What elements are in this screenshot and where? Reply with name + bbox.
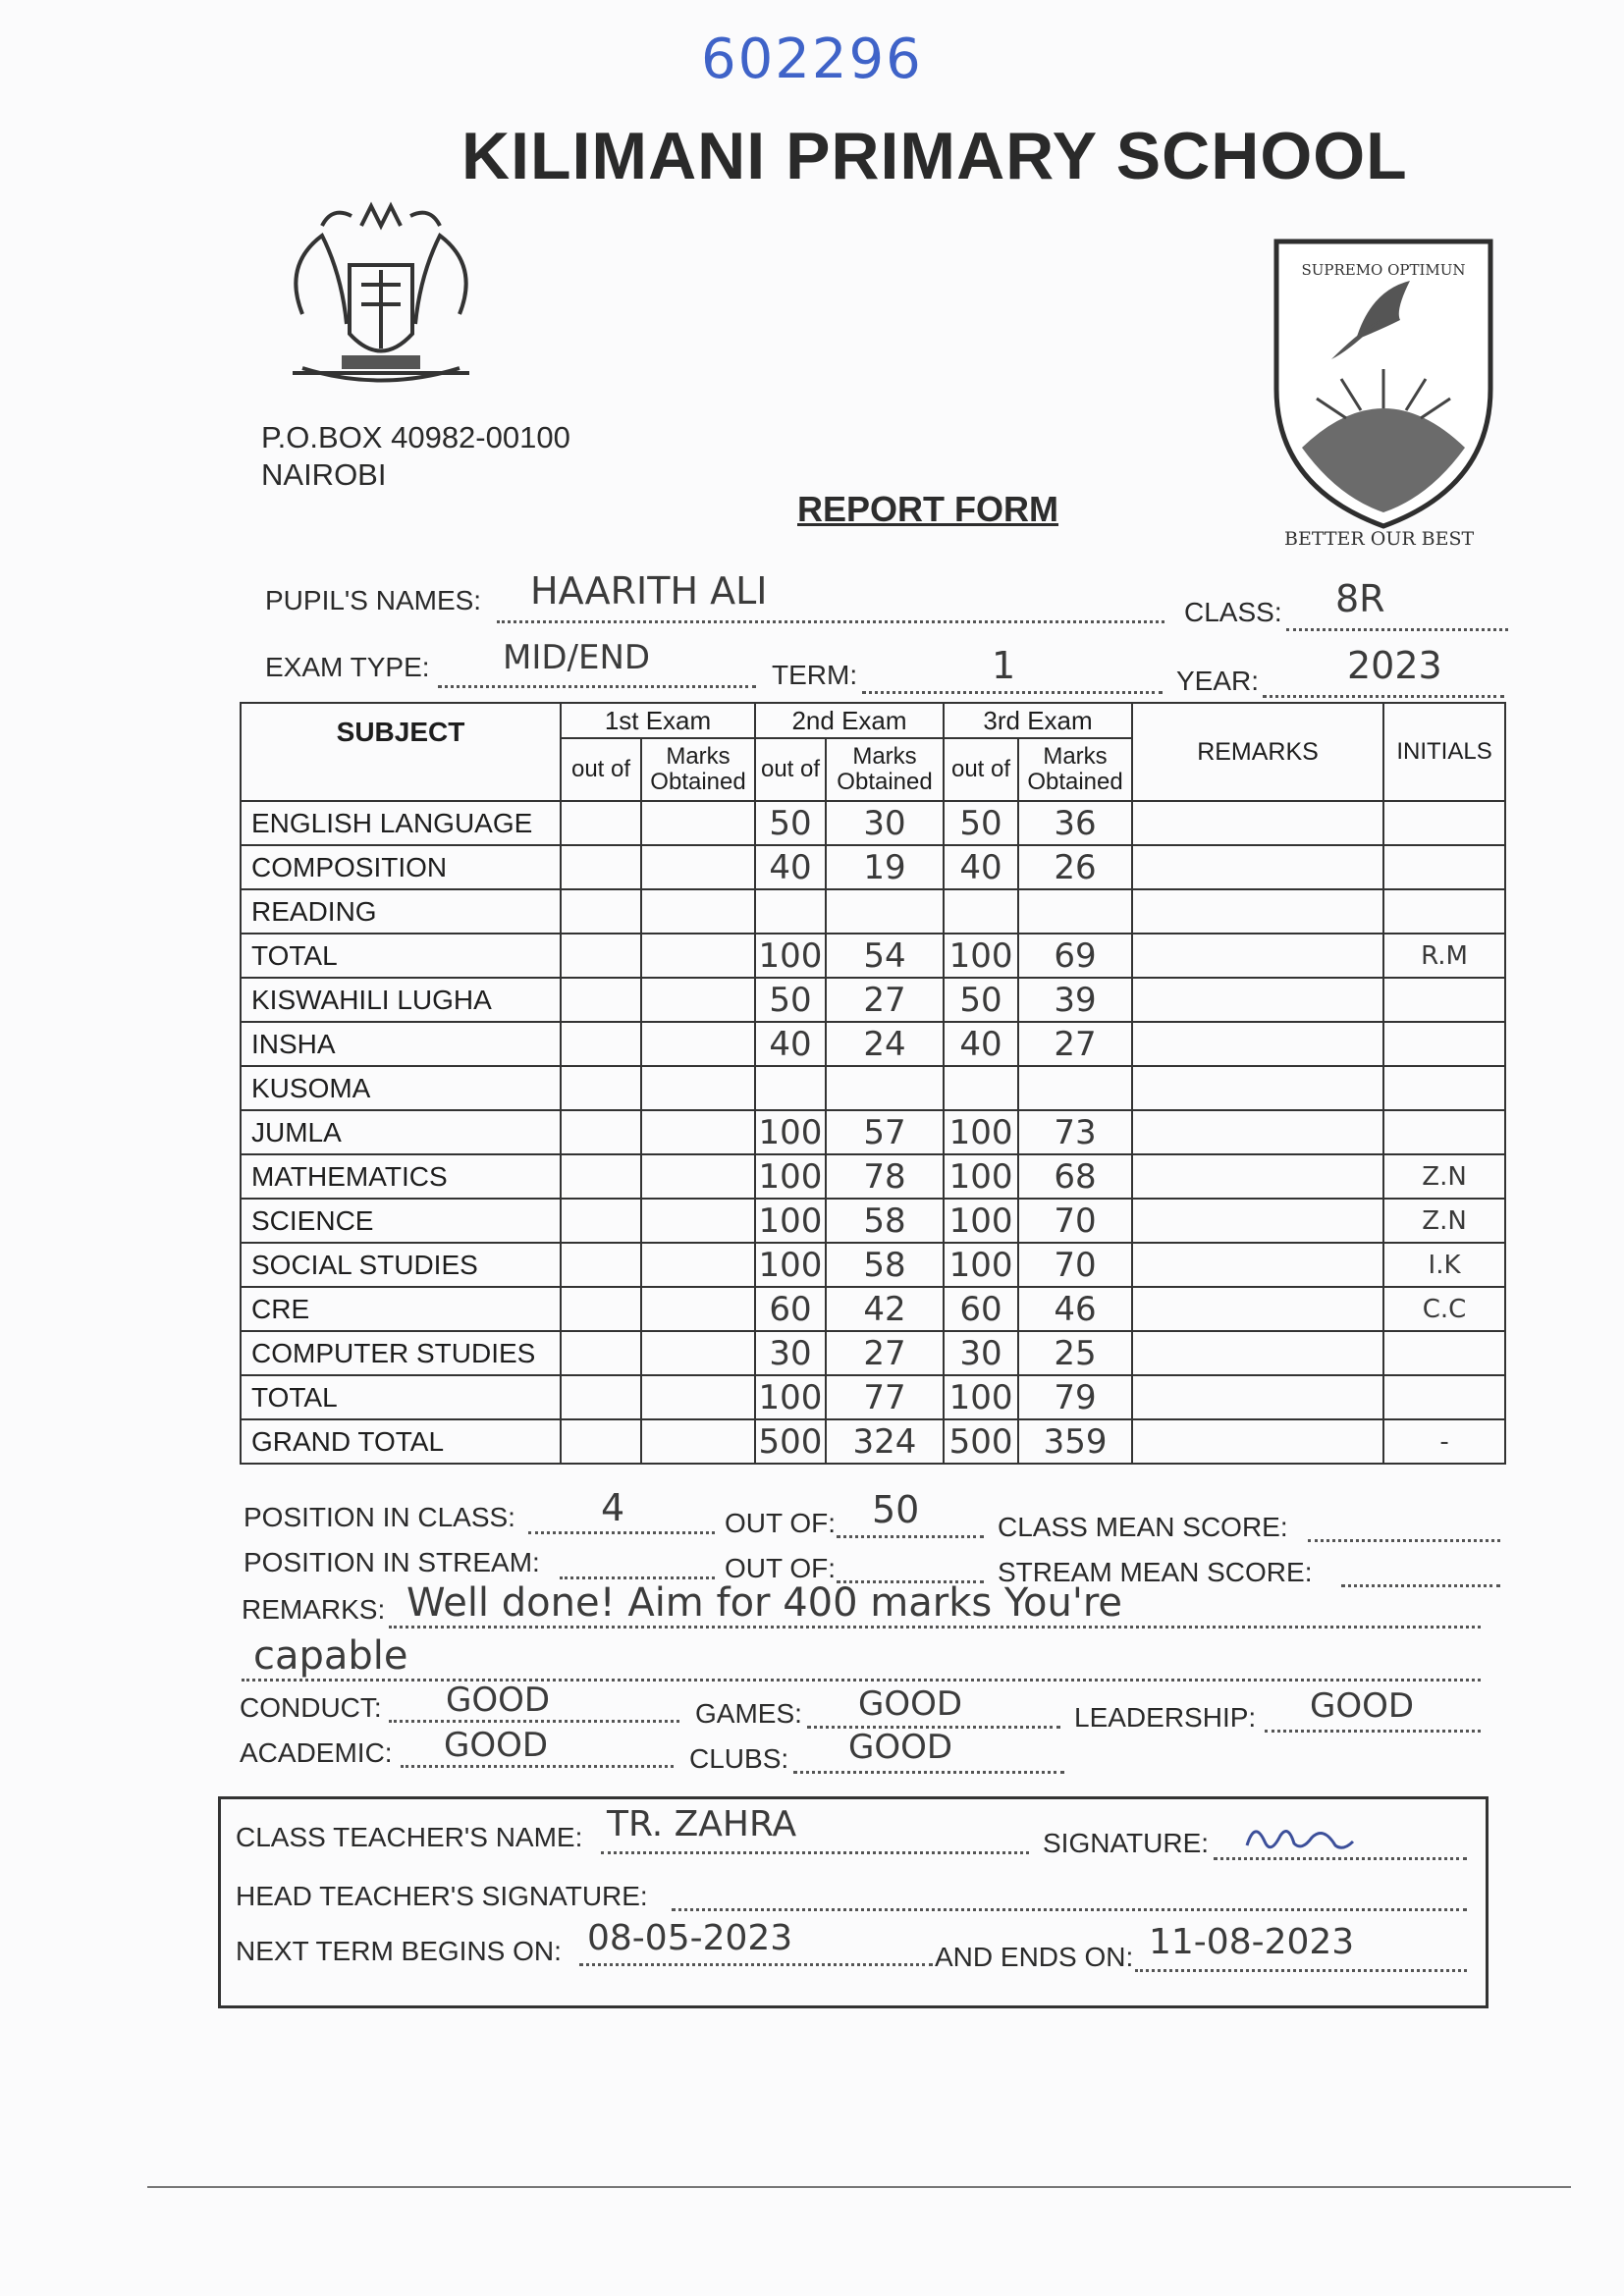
table-row	[241, 1022, 1505, 1066]
remarks-cell	[1132, 845, 1383, 889]
exam3-out-cell: 40	[944, 845, 1018, 889]
school-badge-logo	[1263, 222, 1504, 541]
exam3-out-cell: 60	[944, 1287, 1018, 1331]
initials-cell	[1383, 1022, 1505, 1066]
exam3-out-cell	[944, 889, 1018, 934]
remarks-label: REMARKS:	[242, 1594, 386, 1625]
exam2-out-cell: 100	[755, 934, 826, 978]
exam2-out-cell: 50	[755, 978, 826, 1022]
remarks-cell	[1132, 1419, 1383, 1464]
initials-header: INITIALS	[1383, 703, 1505, 801]
exam3-marks-cell: 39	[1018, 978, 1132, 1022]
table-row	[241, 978, 1505, 1022]
subject-cell: GRAND TOTAL	[241, 1419, 561, 1464]
table-row	[241, 1154, 1505, 1199]
exam1-marks-cell	[641, 889, 755, 934]
class-label: CLASS:	[1184, 597, 1282, 627]
exam1-out-cell	[561, 1199, 641, 1243]
exam2-out-cell: 60	[755, 1287, 826, 1331]
remarks-cell	[1132, 801, 1383, 845]
exam2-marks-cell: 77	[826, 1375, 944, 1419]
exam1-out-cell	[561, 978, 641, 1022]
initials-cell	[1383, 1066, 1505, 1110]
remarks-line-1: Well done! Aim for 400 marks You're	[406, 1580, 1123, 1626]
conduct-value: GOOD	[446, 1681, 551, 1720]
subject-cell: TOTAL	[241, 1375, 561, 1419]
exam1-marks-header: Marks Obtained	[641, 738, 755, 801]
term-label: TERM:	[772, 660, 858, 690]
exam2-out-cell: 40	[755, 1022, 826, 1066]
remarks-cell	[1132, 1154, 1383, 1199]
stream-mean-label: STREAM MEAN SCORE:	[998, 1557, 1313, 1587]
table-row	[241, 889, 1505, 934]
class-teacher-label: CLASS TEACHER'S NAME:	[236, 1822, 583, 1852]
exam3-marks-cell: 69	[1018, 934, 1132, 978]
badge-motto-top: SUPREMO OPTIMUN	[1301, 261, 1466, 279]
subject-cell: READING	[241, 889, 561, 934]
exam1-out-cell	[561, 801, 641, 845]
exam3-marks-header: Marks Obtained	[1018, 738, 1132, 801]
exam3-marks-cell: 73	[1018, 1110, 1132, 1154]
clubs-value: GOOD	[848, 1728, 953, 1767]
table-row	[241, 801, 1505, 845]
exam1-out-cell	[561, 845, 641, 889]
exam2-out-cell: 500	[755, 1419, 826, 1464]
exam1-marks-cell	[641, 1419, 755, 1464]
exam3-header: 3rd Exam	[944, 703, 1132, 738]
exam1-marks-cell	[641, 1375, 755, 1419]
exam1-out-of-header: out of	[561, 738, 641, 801]
marks-table-body	[241, 801, 1505, 1464]
exam1-out-cell	[561, 1110, 641, 1154]
exam3-marks-cell: 27	[1018, 1022, 1132, 1066]
exam2-out-of-header: out of	[755, 738, 826, 801]
school-name: KILIMANI PRIMARY SCHOOL	[461, 119, 1408, 193]
exam1-out-cell	[561, 1154, 641, 1199]
ends-on-label: AND ENDS ON:	[935, 1942, 1134, 1972]
exam1-out-cell	[561, 1022, 641, 1066]
exam3-out-cell: 100	[944, 934, 1018, 978]
subject-cell: CRE	[241, 1287, 561, 1331]
games-value: GOOD	[858, 1684, 963, 1724]
subject-cell: SCIENCE	[241, 1199, 561, 1243]
exam2-marks-cell	[826, 1066, 944, 1110]
table-row	[241, 1243, 1505, 1287]
subject-header: SUBJECT	[241, 703, 561, 801]
exam1-header: 1st Exam	[561, 703, 755, 738]
class-teacher-value: TR. ZAHRA	[607, 1804, 797, 1844]
school-city: NAIROBI	[261, 457, 387, 492]
term-value: 1	[992, 644, 1016, 687]
position-in-stream-label: POSITION IN STREAM:	[244, 1547, 540, 1577]
form-title: REPORT FORM	[797, 489, 1058, 529]
clubs-label: CLUBS:	[689, 1743, 789, 1774]
remarks-cell	[1132, 1287, 1383, 1331]
remarks-cell	[1132, 1375, 1383, 1419]
exam2-out-cell: 100	[755, 1110, 826, 1154]
table-row	[241, 1331, 1505, 1375]
teacher-signature	[1241, 1812, 1359, 1866]
exam2-marks-cell: 27	[826, 978, 944, 1022]
pupil-names-label: PUPIL'S NAMES:	[265, 585, 482, 615]
exam2-out-cell	[755, 1066, 826, 1110]
exam2-marks-cell: 58	[826, 1243, 944, 1287]
remarks-cell	[1132, 1243, 1383, 1287]
head-teacher-signature-label: HEAD TEACHER'S SIGNATURE:	[236, 1881, 648, 1911]
exam3-out-cell: 500	[944, 1419, 1018, 1464]
remarks-header: REMARKS	[1132, 703, 1383, 801]
serial-number: 602296	[701, 27, 923, 91]
subject-cell: KISWAHILI LUGHA	[241, 978, 561, 1022]
exam2-marks-cell: 324	[826, 1419, 944, 1464]
exam2-out-cell: 40	[755, 845, 826, 889]
exam3-marks-cell	[1018, 889, 1132, 934]
exam2-marks-cell	[826, 889, 944, 934]
exam3-marks-cell: 68	[1018, 1154, 1132, 1199]
subject-cell: KUSOMA	[241, 1066, 561, 1110]
exam2-out-cell: 100	[755, 1243, 826, 1287]
initials-cell: I.K	[1383, 1243, 1505, 1287]
subject-cell: JUMLA	[241, 1110, 561, 1154]
exam3-marks-cell: 70	[1018, 1199, 1132, 1243]
exam1-marks-cell	[641, 1287, 755, 1331]
initials-cell	[1383, 978, 1505, 1022]
exam3-out-cell: 50	[944, 978, 1018, 1022]
coat-of-arms-logo	[263, 187, 499, 407]
subject-cell: INSHA	[241, 1022, 561, 1066]
year-value: 2023	[1347, 644, 1442, 687]
initials-cell	[1383, 889, 1505, 934]
exam1-marks-cell	[641, 1066, 755, 1110]
remarks-cell	[1132, 1199, 1383, 1243]
initials-cell	[1383, 1375, 1505, 1419]
exam1-marks-cell	[641, 1022, 755, 1066]
out-of-label: OUT OF:	[725, 1508, 837, 1538]
initials-cell	[1383, 1110, 1505, 1154]
exam2-marks-cell: 30	[826, 801, 944, 845]
academic-value: GOOD	[444, 1726, 549, 1765]
initials-cell: R.M	[1383, 934, 1505, 978]
class-value: 8R	[1335, 577, 1385, 620]
exam1-marks-cell	[641, 801, 755, 845]
table-row	[241, 1199, 1505, 1243]
subject-cell: COMPUTER STUDIES	[241, 1331, 561, 1375]
signature-label: SIGNATURE:	[1043, 1828, 1210, 1858]
class-mean-label: CLASS MEAN SCORE:	[998, 1512, 1288, 1542]
exam1-marks-cell	[641, 1243, 755, 1287]
subject-cell: SOCIAL STUDIES	[241, 1243, 561, 1287]
remarks-cell	[1132, 1066, 1383, 1110]
exam1-marks-cell	[641, 978, 755, 1022]
table-row	[241, 1287, 1505, 1331]
exam2-marks-cell: 19	[826, 845, 944, 889]
subject-cell: TOTAL	[241, 934, 561, 978]
exam3-marks-cell: 36	[1018, 801, 1132, 845]
initials-cell: -	[1383, 1419, 1505, 1464]
exam1-marks-cell	[641, 1199, 755, 1243]
bottom-divider	[147, 2186, 1571, 2188]
remarks-cell	[1132, 889, 1383, 934]
exam1-out-cell	[561, 934, 641, 978]
initials-cell	[1383, 801, 1505, 845]
exam2-marks-cell: 42	[826, 1287, 944, 1331]
exam1-marks-cell	[641, 845, 755, 889]
exam2-marks-cell: 58	[826, 1199, 944, 1243]
initials-cell: Z.N	[1383, 1199, 1505, 1243]
next-term-label: NEXT TERM BEGINS ON:	[236, 1936, 562, 1966]
remarks-cell	[1132, 1110, 1383, 1154]
exam3-out-cell: 100	[944, 1154, 1018, 1199]
exam2-out-cell: 30	[755, 1331, 826, 1375]
exam-type-value: MID/END	[503, 638, 651, 677]
initials-cell: C.C	[1383, 1287, 1505, 1331]
table-row	[241, 1375, 1505, 1419]
exam3-out-cell: 100	[944, 1375, 1018, 1419]
leadership-value: GOOD	[1310, 1686, 1415, 1726]
out-of-stream-label: OUT OF:	[725, 1553, 837, 1583]
exam3-out-cell: 50	[944, 801, 1018, 845]
exam1-out-cell	[561, 1243, 641, 1287]
exam3-out-cell	[944, 1066, 1018, 1110]
exam3-out-cell: 100	[944, 1110, 1018, 1154]
table-row	[241, 1066, 1505, 1110]
exam3-marks-cell: 25	[1018, 1331, 1132, 1375]
position-in-class-label: POSITION IN CLASS:	[244, 1502, 515, 1532]
badge-motto-bottom: BETTER OUR BEST	[1284, 528, 1475, 550]
exam3-marks-cell	[1018, 1066, 1132, 1110]
exam2-header: 2nd Exam	[755, 703, 944, 738]
exam1-marks-cell	[641, 1110, 755, 1154]
initials-cell: Z.N	[1383, 1154, 1505, 1199]
exam1-out-cell	[561, 1287, 641, 1331]
initials-cell	[1383, 1331, 1505, 1375]
subject-cell: ENGLISH LANGUAGE	[241, 801, 561, 845]
exam3-out-cell: 100	[944, 1243, 1018, 1287]
table-row	[241, 1110, 1505, 1154]
exam2-marks-header: Marks Obtained	[826, 738, 944, 801]
marks-table	[240, 702, 1506, 1465]
exam1-out-cell	[561, 1375, 641, 1419]
table-row	[241, 1419, 1505, 1464]
exam3-marks-cell: 79	[1018, 1375, 1132, 1419]
exam1-marks-cell	[641, 1154, 755, 1199]
table-row	[241, 934, 1505, 978]
ends-on-value: 11-08-2023	[1149, 1922, 1355, 1962]
out-of-value: 50	[872, 1488, 920, 1531]
remarks-cell	[1132, 978, 1383, 1022]
exam3-marks-cell: 359	[1018, 1419, 1132, 1464]
exam3-out-cell: 100	[944, 1199, 1018, 1243]
remarks-cell	[1132, 1022, 1383, 1066]
exam2-out-cell: 100	[755, 1154, 826, 1199]
exam1-out-cell	[561, 1331, 641, 1375]
exam3-out-cell: 40	[944, 1022, 1018, 1066]
conduct-label: CONDUCT:	[240, 1692, 382, 1723]
exam3-marks-cell: 46	[1018, 1287, 1132, 1331]
exam3-out-cell: 30	[944, 1331, 1018, 1375]
exam2-marks-cell: 57	[826, 1110, 944, 1154]
exam2-marks-cell: 78	[826, 1154, 944, 1199]
exam2-out-cell: 50	[755, 801, 826, 845]
exam2-marks-cell: 27	[826, 1331, 944, 1375]
remarks-cell	[1132, 1331, 1383, 1375]
remarks-line-2: capable	[253, 1633, 408, 1679]
school-address: P.O.BOX 40982-00100	[261, 420, 570, 454]
next-term-value: 08-05-2023	[587, 1918, 793, 1958]
exam1-out-cell	[561, 1066, 641, 1110]
exam3-out-of-header: out of	[944, 738, 1018, 801]
subject-cell: COMPOSITION	[241, 845, 561, 889]
pupil-names-value: HAARITH ALI	[530, 569, 768, 613]
exam3-marks-cell: 70	[1018, 1243, 1132, 1287]
exam1-out-cell	[561, 1419, 641, 1464]
position-in-class-value: 4	[601, 1486, 625, 1529]
table-row	[241, 845, 1505, 889]
exam1-out-cell	[561, 889, 641, 934]
exam1-marks-cell	[641, 934, 755, 978]
academic-label: ACADEMIC:	[240, 1737, 393, 1768]
exam3-marks-cell: 26	[1018, 845, 1132, 889]
exam2-out-cell: 100	[755, 1375, 826, 1419]
year-label: YEAR:	[1176, 666, 1260, 696]
exam2-marks-cell: 24	[826, 1022, 944, 1066]
exam2-marks-cell: 54	[826, 934, 944, 978]
initials-cell	[1383, 845, 1505, 889]
remarks-cell	[1132, 934, 1383, 978]
exam2-out-cell	[755, 889, 826, 934]
leadership-label: LEADERSHIP:	[1074, 1702, 1257, 1733]
subject-cell: MATHEMATICS	[241, 1154, 561, 1199]
exam1-marks-cell	[641, 1331, 755, 1375]
games-label: GAMES:	[695, 1698, 802, 1729]
exam-type-label: EXAM TYPE:	[265, 652, 430, 682]
exam2-out-cell: 100	[755, 1199, 826, 1243]
